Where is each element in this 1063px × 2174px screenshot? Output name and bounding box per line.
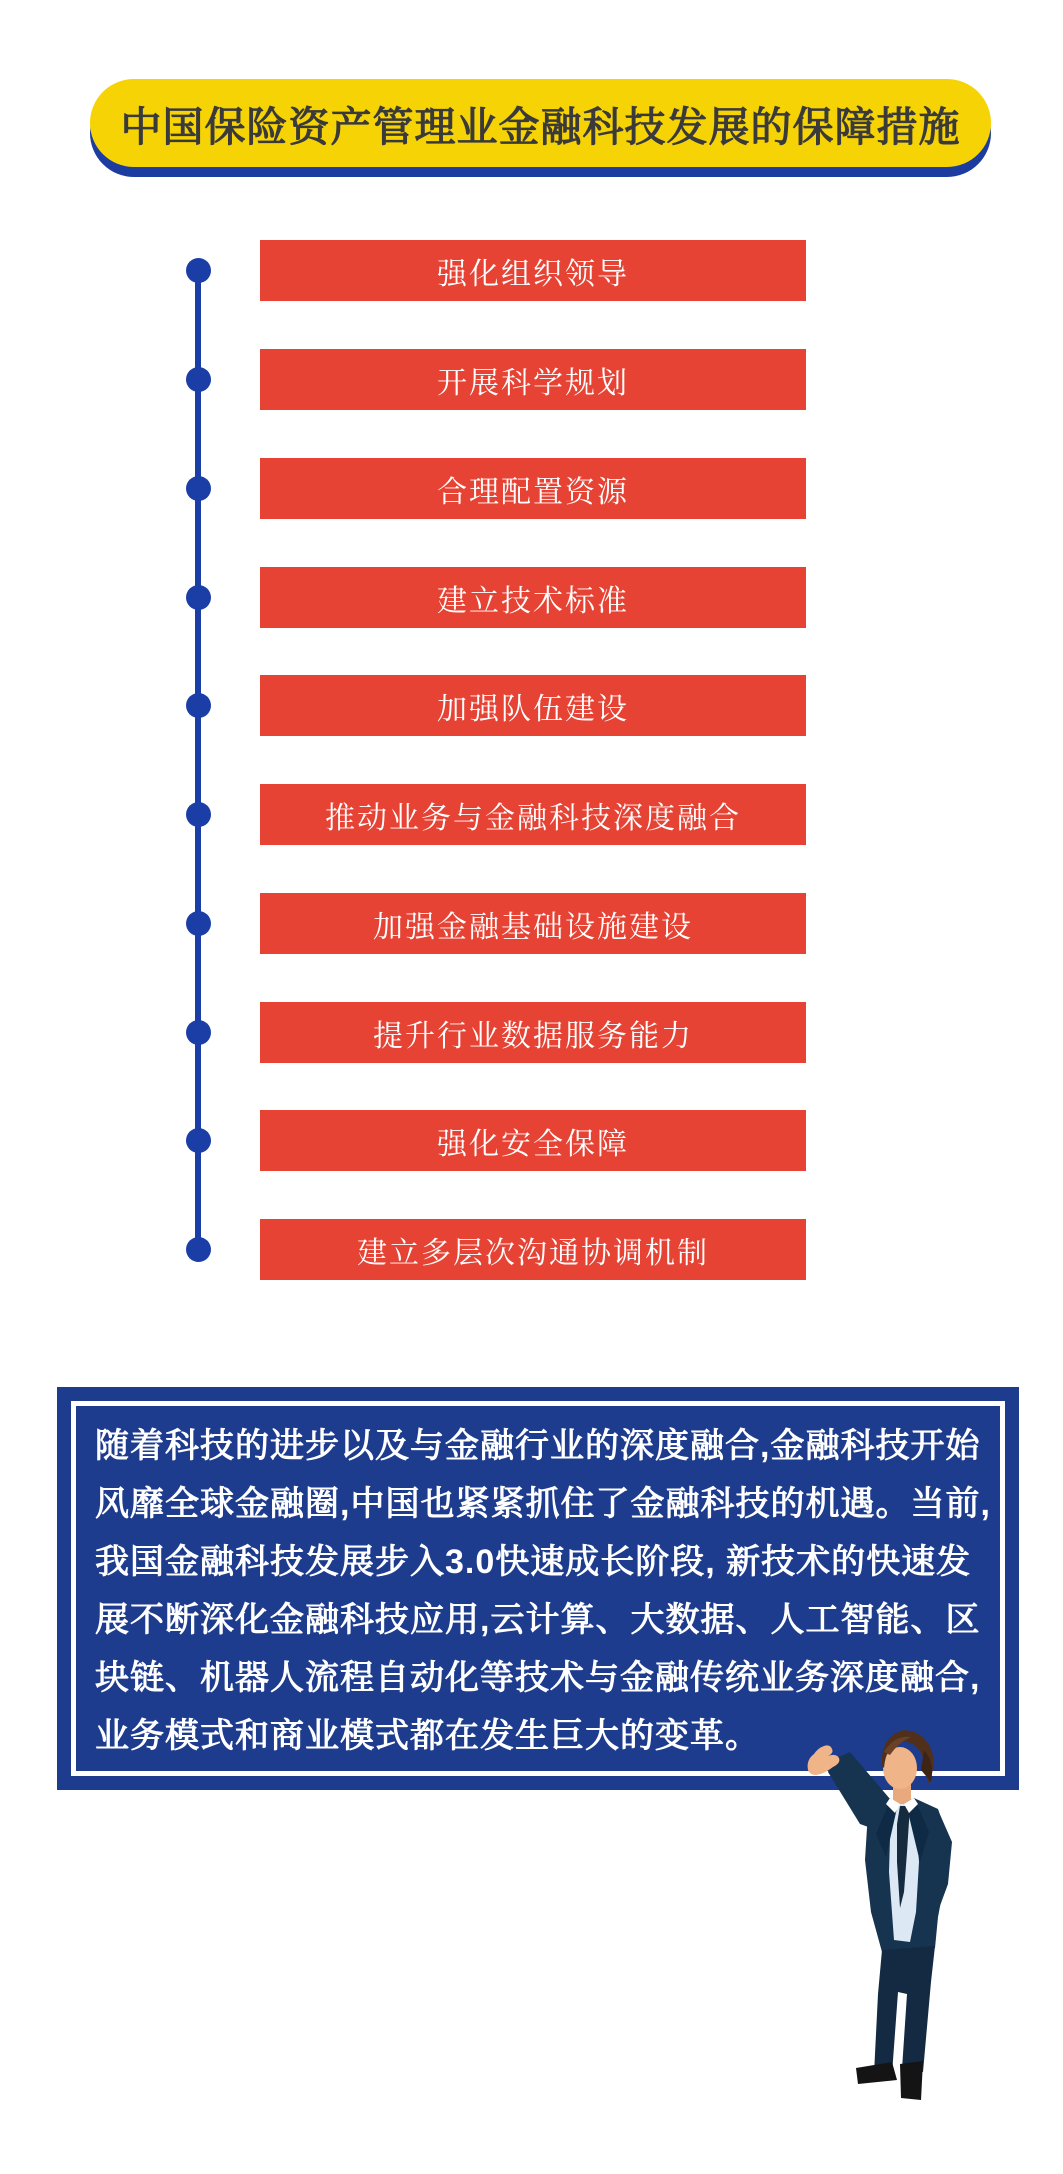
measure-bar: [260, 349, 806, 410]
timeline-dot: [186, 911, 211, 936]
measure-row: [0, 349, 1063, 410]
timeline-dot: [186, 693, 211, 718]
measure-row: [0, 1110, 1063, 1171]
timeline-dot: [186, 367, 211, 392]
measure-label: 推动业务与金融科技深度融合: [325, 801, 741, 835]
paragraph-line: 业务模式和商业模式都在发生巨大的变革。: [95, 1717, 760, 1755]
paragraph-line: 我国金融科技发展步入3.0快速成长阶段, 新技术的快速发: [95, 1543, 972, 1581]
measure-bar: [260, 1002, 806, 1063]
measure-row: [0, 675, 1063, 736]
timeline-dot: [186, 1237, 211, 1262]
measure-bar: [260, 458, 806, 519]
measure-row: [0, 240, 1063, 301]
timeline-dot: [186, 802, 211, 827]
measure-row: [0, 567, 1063, 628]
measure-label: 强化组织领导: [437, 257, 629, 291]
measure-bar: [260, 1219, 806, 1280]
measure-label: 加强金融基础设施建设: [373, 910, 693, 944]
timeline-dot: [186, 1020, 211, 1045]
measure-label: 建立技术标准: [437, 584, 629, 618]
measure-row: [0, 458, 1063, 519]
measure-label: 提升行业数据服务能力: [373, 1019, 693, 1053]
measure-row: [0, 1002, 1063, 1063]
measure-label: 合理配置资源: [437, 475, 629, 509]
paragraph-line: 展不断深化金融科技应用,云计算、大数据、人工智能、区: [95, 1601, 981, 1639]
measure-row: [0, 784, 1063, 845]
page-title: 中国保险资产管理业金融科技发展的保障措施: [120, 103, 961, 150]
title-banner: [90, 79, 991, 167]
timeline-dot: [186, 1128, 211, 1153]
measure-row: [0, 1219, 1063, 1280]
measure-bar: [260, 567, 806, 628]
paragraph-line: 风靡全球金融圈,中国也紧紧抓住了金融科技的机遇。当前,: [95, 1485, 991, 1523]
measure-bar: [260, 675, 806, 736]
measure-bar: [260, 240, 806, 301]
paragraph-line: 块链、机器人流程自动化等技术与金融传统业务深度融合,: [95, 1659, 981, 1697]
measure-bar: [260, 893, 806, 954]
measure-row: [0, 893, 1063, 954]
timeline-dot: [186, 476, 211, 501]
measure-bar: [260, 784, 806, 845]
timeline-dot: [186, 585, 211, 610]
timeline-dot: [186, 258, 211, 283]
measure-label: 强化安全保障: [437, 1127, 629, 1161]
presenter-shoe-back: [900, 2061, 923, 2100]
measure-label: 建立多层次沟通协调机制: [357, 1236, 709, 1270]
measure-label: 加强队伍建设: [437, 692, 629, 726]
paragraph-line: 随着科技的进步以及与金融行业的深度融合,金融科技开始: [95, 1427, 981, 1465]
measure-label: 开展科学规划: [437, 366, 629, 400]
presenter-shoe-front: [856, 2062, 897, 2084]
businessman-presenter-illustration: [798, 1712, 993, 2107]
measure-bar: [260, 1110, 806, 1171]
presenter-pants: [874, 1946, 935, 2074]
